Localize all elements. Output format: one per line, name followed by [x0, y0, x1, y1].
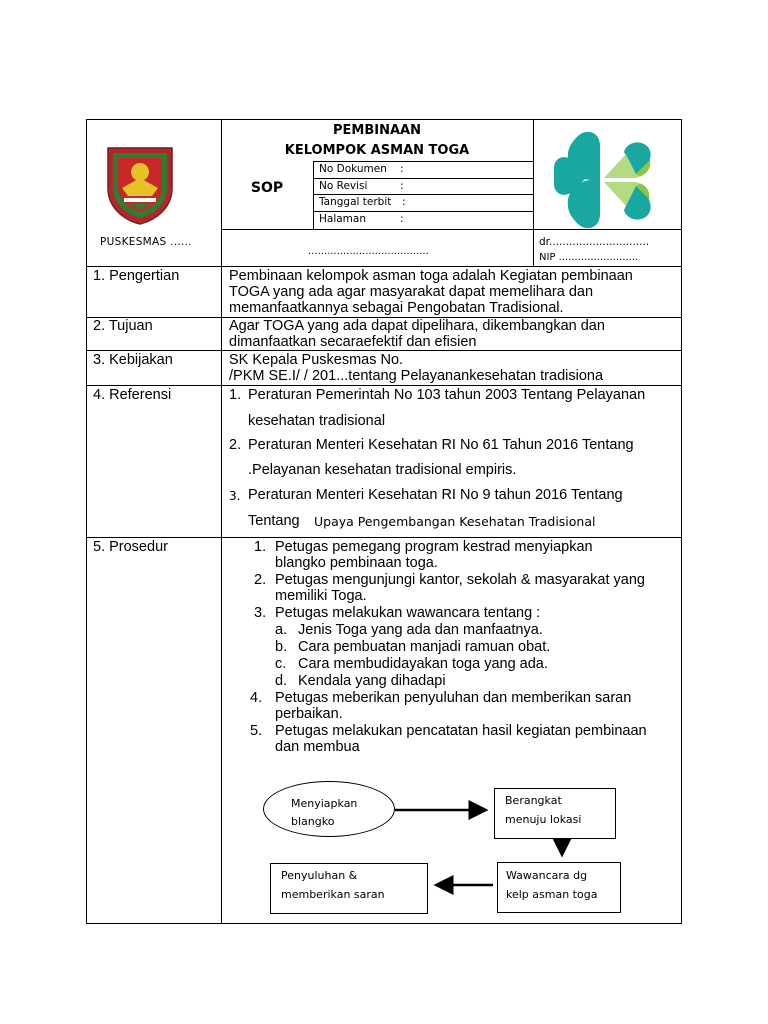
prosedur-num-3: 3.	[254, 605, 267, 621]
pengertian-line-3: memanfaatkannya sebagai Pengobatan Tradisional.	[229, 300, 564, 316]
kebijakan-line-1: SK Kepala Puskesmas No.	[229, 352, 404, 368]
pengertian-line-1: Pembinaan kelompok asman toga adalah Kegiatan pembinaan	[229, 268, 633, 284]
prosedur-sub-c-text: Cara membudidayakan toga yang ada.	[298, 656, 548, 672]
prosedur-step-2-line-2: memiliki Toga.	[275, 588, 367, 604]
flow-step-wawancara-line-1: Wawancara dg	[506, 869, 588, 882]
referensi-num-3: 3.	[229, 489, 241, 503]
flow-step-wawancara-line-2: kelp asman toga	[506, 888, 598, 901]
prosedur-sub-b-text: Cara pembuatan manjadi ramuan obat.	[298, 639, 551, 655]
flow-step-berangkat-line-2: menuju lokasi	[505, 813, 582, 826]
tujuan-line-2: dimanfaatkan secaraefektif dan efisien	[229, 334, 477, 350]
prosedur-num-4: 4.	[250, 690, 263, 706]
prosedur-step-5-line-2: dan membua	[275, 739, 360, 755]
referensi-num-2: 2.	[229, 437, 242, 453]
referensi-item-3-line-2a: Tentang	[248, 513, 300, 529]
referensi-item-1-line-1: Peraturan Pemerintah No 103 tahun 2003 Tentang Pelayanan	[248, 387, 646, 403]
prosedur-sub-b-letter: b.	[275, 639, 288, 655]
meta-no-revisi: No Revisi	[319, 180, 368, 192]
referensi-item-3-line-1: Peraturan Menteri Kesehatan RI No 9 tahun 2016 Tentang	[248, 487, 623, 503]
prosedur-num-5: 5.	[250, 723, 263, 739]
tujuan-line-1: Agar TOGA yang ada dapat dipelihara, dikembangkan dan	[229, 318, 605, 334]
meta-halaman-sep: :	[400, 213, 404, 225]
section-label-prosedur: 5. Prosedur	[93, 539, 168, 555]
meta-tanggal-terbit: Tanggal terbit	[319, 196, 392, 208]
meta-no-dokumen-sep: :	[400, 163, 404, 175]
doctor-label: dr..............................	[539, 236, 650, 248]
referensi-item-2-line-2: .Pelayanan kesehatan tradisional empiris.	[248, 462, 517, 478]
puskesmas-label: PUSKESMAS ......	[100, 236, 192, 248]
referensi-item-2-line-1: Peraturan Menteri Kesehatan RI No 61 Tahun 2016 Tentang	[248, 437, 634, 453]
svg-text:.: .	[139, 204, 141, 208]
prosedur-step-1-line-1: Petugas pemegang program kestrad menyiapkan	[275, 539, 593, 555]
section-label-kebijakan: 3. Kebijakan	[93, 352, 173, 368]
flow-step-berangkat-line-1: Berangkat	[505, 794, 562, 807]
prosedur-step-3-line-1: Petugas melakukan wawancara tentang :	[275, 605, 541, 621]
meta-no-dokumen: No Dokumen	[319, 163, 387, 175]
flow-start-line-2: blangko	[291, 815, 335, 828]
prosedur-step-2-line-1: Petugas mengunjungi kantor, sekolah & masyarakat yang	[275, 572, 645, 588]
flow-start-line-1: Menyiapkan	[291, 797, 358, 810]
page-title-line1: PEMBINAAN	[333, 123, 421, 138]
signature-dots: ......................................	[308, 246, 429, 257]
section-label-tujuan: 2. Tujuan	[93, 318, 153, 334]
prosedur-sub-c-letter: c.	[275, 656, 287, 672]
flow-step-penyuluhan-line-1: Penyuluhan &	[281, 869, 358, 882]
referensi-num-1: 1.	[229, 387, 242, 403]
prosedur-sub-d-text: Kendala yang dihadapi	[298, 673, 446, 689]
meta-tanggal-terbit-sep: :	[402, 196, 406, 208]
kebijakan-line-2: /PKM SE.I/ / 201...tentang Pelayanankesehatan tradisiona	[229, 368, 604, 384]
referensi-item-3-line-2b: Upaya Pengembangan Kesehatan Tradisional	[314, 514, 596, 529]
flow-step-penyuluhan-line-2: memberikan saran	[281, 888, 385, 901]
prosedur-step-1-line-2: blangko pembinaan toga.	[275, 555, 438, 571]
page-title-line2: KELOMPOK ASMAN TOGA	[284, 143, 470, 158]
prosedur-sub-a-text: Jenis Toga yang ada dan manfaatnya.	[298, 622, 543, 638]
sop-label: SOP	[250, 180, 284, 196]
referensi-item-1-line-2: kesehatan tradisional	[248, 413, 386, 429]
prosedur-step-4-line-2: perbaikan.	[275, 706, 343, 722]
prosedur-num-1: 1.	[254, 539, 267, 555]
section-label-referensi: 4. Referensi	[93, 387, 172, 403]
meta-halaman: Halaman	[319, 213, 366, 225]
section-label-pengertian: 1. Pengertian	[93, 268, 180, 284]
meta-no-revisi-sep: :	[400, 180, 404, 192]
prosedur-step-4-line-1: Petugas meberikan penyuluhan dan memberikan saran	[275, 690, 632, 706]
pengertian-line-2: TOGA yang ada agar masyarakat dapat memelihara dan	[229, 284, 594, 300]
prosedur-sub-a-letter: a.	[275, 622, 288, 638]
prosedur-num-2: 2.	[254, 572, 267, 588]
nip-label: NIP .........................	[539, 252, 639, 263]
prosedur-step-5-line-1: Petugas melakukan pencatatan hasil kegiatan pembinaan	[275, 723, 647, 739]
prosedur-sub-d-letter: d.	[275, 673, 288, 689]
